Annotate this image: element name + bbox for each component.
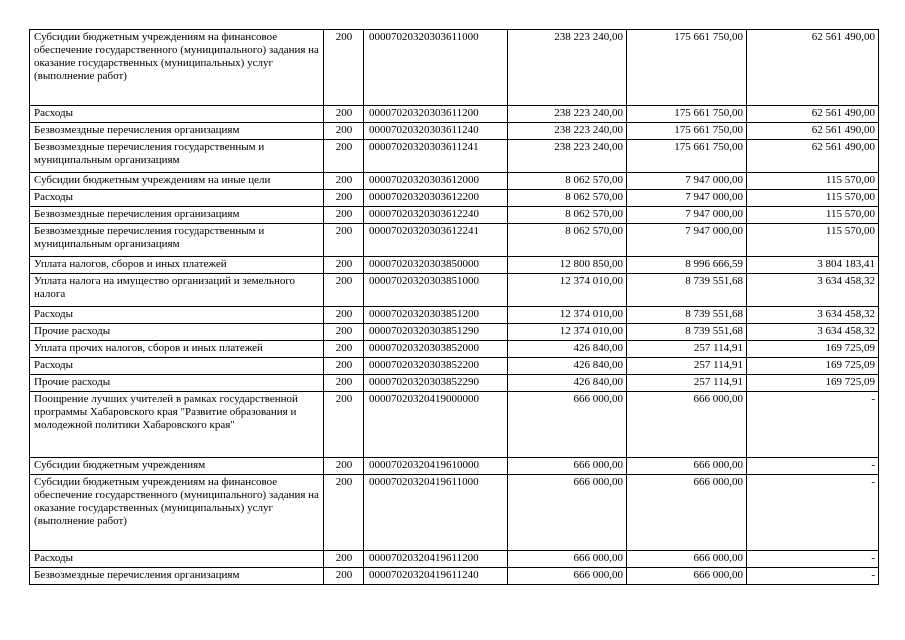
row-executed-cell: 7 947 000,00 (627, 173, 747, 190)
row-budget-code-cell: 00007020320419611200 (364, 551, 508, 568)
row-budget-code-cell: 00007020320419611240 (364, 568, 508, 585)
row-line-code-cell: 200 (324, 123, 364, 140)
row-name-cell: Поощрение лучших учителей в рамках государственной программы Хабаровского края "Развитие образования и молодежной политики Хабаровского края" (30, 392, 324, 458)
table-row (30, 257, 879, 274)
row-unexecuted-cell: 3 804 183,41 (747, 257, 879, 274)
row-approved-cell: 12 800 850,00 (508, 257, 627, 274)
row-name-cell: Прочие расходы (30, 375, 324, 392)
row-unexecuted-cell: 115 570,00 (747, 173, 879, 190)
row-line-code-cell: 200 (324, 568, 364, 585)
row-approved-cell: 8 062 570,00 (508, 173, 627, 190)
row-unexecuted-cell: 115 570,00 (747, 190, 879, 207)
row-budget-code-cell: 00007020320303612240 (364, 207, 508, 224)
row-name-cell: Расходы (30, 551, 324, 568)
row-name-cell: Безвозмездные перечисления организациям (30, 207, 324, 224)
row-name-cell: Субсидии бюджетным учреждениям на финансовое обеспечение государственного (муниципального) задания на оказание государственных (муниципальных) услуг (выполнение работ) (30, 30, 324, 106)
row-executed-cell: 666 000,00 (627, 568, 747, 585)
row-unexecuted-cell: 62 561 490,00 (747, 140, 879, 173)
row-approved-cell: 12 374 010,00 (508, 307, 627, 324)
row-line-code-cell: 200 (324, 458, 364, 475)
row-budget-code-cell: 00007020320303611000 (364, 30, 508, 106)
row-approved-cell: 666 000,00 (508, 551, 627, 568)
row-unexecuted-cell: 115 570,00 (747, 224, 879, 257)
row-name-cell: Безвозмездные перечисления государственным и муниципальным организациям (30, 224, 324, 257)
row-line-code-cell: 200 (324, 173, 364, 190)
table-row (30, 458, 879, 475)
table-row (30, 358, 879, 375)
row-approved-cell: 666 000,00 (508, 392, 627, 458)
table-row (30, 30, 879, 106)
row-executed-cell: 175 661 750,00 (627, 30, 747, 106)
row-unexecuted-cell: 62 561 490,00 (747, 106, 879, 123)
row-executed-cell: 7 947 000,00 (627, 190, 747, 207)
document-page (29, 29, 879, 585)
row-executed-cell: 7 947 000,00 (627, 224, 747, 257)
row-executed-cell: 8 996 666,59 (627, 257, 747, 274)
row-line-code-cell: 200 (324, 358, 364, 375)
row-line-code-cell: 200 (324, 140, 364, 173)
row-budget-code-cell: 00007020320303851200 (364, 307, 508, 324)
row-approved-cell: 8 062 570,00 (508, 190, 627, 207)
row-approved-cell: 8 062 570,00 (508, 224, 627, 257)
row-approved-cell: 12 374 010,00 (508, 324, 627, 341)
row-unexecuted-cell: 115 570,00 (747, 207, 879, 224)
row-budget-code-cell: 00007020320303612000 (364, 173, 508, 190)
row-approved-cell: 426 840,00 (508, 341, 627, 358)
row-executed-cell: 666 000,00 (627, 551, 747, 568)
row-name-cell: Субсидии бюджетным учреждениям на финансовое обеспечение государственного (муниципального) задания на оказание государственных (муниципальных) услуг (выполнение работ) (30, 475, 324, 551)
row-executed-cell: 666 000,00 (627, 392, 747, 458)
row-line-code-cell: 200 (324, 475, 364, 551)
table-row (30, 207, 879, 224)
row-executed-cell: 8 739 551,68 (627, 307, 747, 324)
row-executed-cell: 8 739 551,68 (627, 324, 747, 341)
row-line-code-cell: 200 (324, 307, 364, 324)
row-budget-code-cell: 00007020320303852000 (364, 341, 508, 358)
row-line-code-cell: 200 (324, 224, 364, 257)
table-row (30, 224, 879, 257)
row-executed-cell: 7 947 000,00 (627, 207, 747, 224)
row-line-code-cell: 200 (324, 551, 364, 568)
row-unexecuted-cell: - (747, 475, 879, 551)
row-approved-cell: 12 374 010,00 (508, 274, 627, 307)
row-line-code-cell: 200 (324, 207, 364, 224)
row-approved-cell: 666 000,00 (508, 458, 627, 475)
row-name-cell: Безвозмездные перечисления государственным и муниципальным организациям (30, 140, 324, 173)
row-name-cell: Уплата налогов, сборов и иных платежей (30, 257, 324, 274)
row-name-cell: Безвозмездные перечисления организациям (30, 568, 324, 585)
row-approved-cell: 238 223 240,00 (508, 123, 627, 140)
table-row (30, 173, 879, 190)
row-name-cell: Уплата налога на имущество организаций и земельного налога (30, 274, 324, 307)
table-row (30, 341, 879, 358)
table-row (30, 106, 879, 123)
row-name-cell: Безвозмездные перечисления организациям (30, 123, 324, 140)
row-line-code-cell: 200 (324, 375, 364, 392)
table-row (30, 475, 879, 551)
row-budget-code-cell: 00007020320419000000 (364, 392, 508, 458)
row-budget-code-cell: 00007020320419610000 (364, 458, 508, 475)
row-approved-cell: 238 223 240,00 (508, 30, 627, 106)
row-executed-cell: 666 000,00 (627, 475, 747, 551)
table-body (30, 30, 879, 585)
table-row (30, 551, 879, 568)
row-line-code-cell: 200 (324, 190, 364, 207)
row-approved-cell: 238 223 240,00 (508, 140, 627, 173)
row-approved-cell: 666 000,00 (508, 568, 627, 585)
table-row (30, 123, 879, 140)
row-unexecuted-cell: 169 725,09 (747, 375, 879, 392)
row-budget-code-cell: 00007020320303612241 (364, 224, 508, 257)
row-name-cell: Прочие расходы (30, 324, 324, 341)
table-row (30, 324, 879, 341)
row-line-code-cell: 200 (324, 274, 364, 307)
row-name-cell: Уплата прочих налогов, сборов и иных платежей (30, 341, 324, 358)
row-line-code-cell: 200 (324, 341, 364, 358)
row-budget-code-cell: 00007020320303851290 (364, 324, 508, 341)
row-approved-cell: 8 062 570,00 (508, 207, 627, 224)
row-executed-cell: 8 739 551,68 (627, 274, 747, 307)
row-budget-code-cell: 00007020320303851000 (364, 274, 508, 307)
row-unexecuted-cell: 169 725,09 (747, 358, 879, 375)
row-executed-cell: 175 661 750,00 (627, 123, 747, 140)
row-budget-code-cell: 00007020320303852200 (364, 358, 508, 375)
row-unexecuted-cell: 169 725,09 (747, 341, 879, 358)
row-name-cell: Расходы (30, 358, 324, 375)
row-unexecuted-cell: - (747, 551, 879, 568)
table-row (30, 190, 879, 207)
table-row (30, 140, 879, 173)
row-unexecuted-cell: 3 634 458,32 (747, 274, 879, 307)
row-approved-cell: 238 223 240,00 (508, 106, 627, 123)
budget-execution-table (29, 29, 879, 585)
row-approved-cell: 426 840,00 (508, 375, 627, 392)
row-unexecuted-cell: - (747, 458, 879, 475)
row-approved-cell: 426 840,00 (508, 358, 627, 375)
row-unexecuted-cell: 3 634 458,32 (747, 324, 879, 341)
row-executed-cell: 175 661 750,00 (627, 140, 747, 173)
row-unexecuted-cell: 3 634 458,32 (747, 307, 879, 324)
row-unexecuted-cell: 62 561 490,00 (747, 123, 879, 140)
row-name-cell: Расходы (30, 307, 324, 324)
row-executed-cell: 257 114,91 (627, 375, 747, 392)
row-line-code-cell: 200 (324, 106, 364, 123)
row-unexecuted-cell: - (747, 568, 879, 585)
row-budget-code-cell: 00007020320303611200 (364, 106, 508, 123)
row-line-code-cell: 200 (324, 30, 364, 106)
row-unexecuted-cell: - (747, 392, 879, 458)
table-row (30, 307, 879, 324)
row-budget-code-cell: 00007020320303611241 (364, 140, 508, 173)
row-budget-code-cell: 00007020320303850000 (364, 257, 508, 274)
row-executed-cell: 175 661 750,00 (627, 106, 747, 123)
row-line-code-cell: 200 (324, 324, 364, 341)
table-row (30, 392, 879, 458)
row-budget-code-cell: 00007020320303612200 (364, 190, 508, 207)
row-line-code-cell: 200 (324, 392, 364, 458)
row-budget-code-cell: 00007020320303611240 (364, 123, 508, 140)
table-row (30, 375, 879, 392)
row-name-cell: Субсидии бюджетным учреждениям (30, 458, 324, 475)
row-executed-cell: 666 000,00 (627, 458, 747, 475)
row-name-cell: Субсидии бюджетным учреждениям на иные цели (30, 173, 324, 190)
table-row (30, 568, 879, 585)
row-unexecuted-cell: 62 561 490,00 (747, 30, 879, 106)
table-row (30, 274, 879, 307)
row-name-cell: Расходы (30, 190, 324, 207)
row-executed-cell: 257 114,91 (627, 341, 747, 358)
row-approved-cell: 666 000,00 (508, 475, 627, 551)
row-budget-code-cell: 00007020320303852290 (364, 375, 508, 392)
row-name-cell: Расходы (30, 106, 324, 123)
row-executed-cell: 257 114,91 (627, 358, 747, 375)
row-budget-code-cell: 00007020320419611000 (364, 475, 508, 551)
row-line-code-cell: 200 (324, 257, 364, 274)
